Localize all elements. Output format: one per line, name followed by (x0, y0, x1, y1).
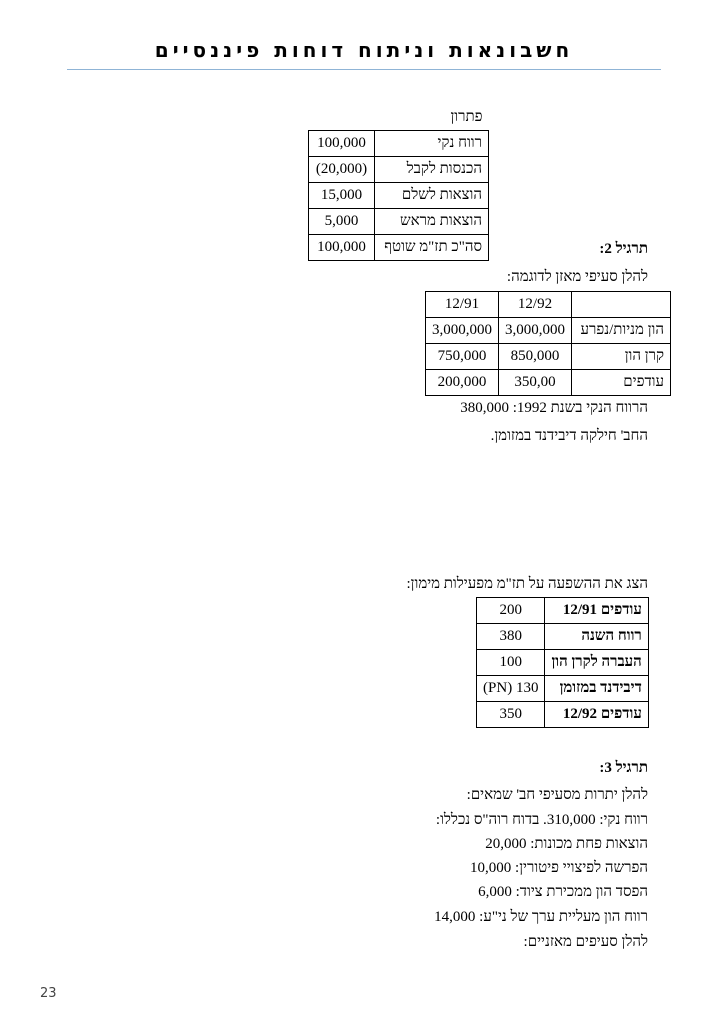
table-cell-label: עודפים (572, 370, 671, 396)
table-row (477, 650, 649, 676)
exercise2-question: הצג את ההשפעה על תז"מ מפעילות מימון: (406, 576, 648, 592)
balance-table (425, 291, 671, 396)
page-number: 23 (40, 986, 57, 1001)
table-cell-label: הוצאות מראש (375, 209, 489, 235)
solution-table-header: פתרון (309, 105, 489, 131)
table-cell-value: 100,000 (309, 235, 375, 261)
table-cell-value: 200,000 (426, 370, 499, 396)
table-cell-label: הוצאות לשלם (375, 183, 489, 209)
table-cell-empty (572, 292, 671, 318)
table-row (309, 235, 489, 261)
table-row (477, 702, 649, 728)
table-cell-label: רווח נקי (375, 131, 489, 157)
table-cell-value: (20,000) (309, 157, 375, 183)
table-cell-value: 3,000,000 (426, 318, 499, 344)
exercise2-note-net-income: הרווח הנקי בשנת 1992: 380,000 (460, 400, 648, 416)
exercise3-line: הפסד הון ממכירת ציוד: 6,000 (478, 884, 648, 900)
table-row (309, 209, 489, 235)
table-cell-label: רווח השנה (545, 624, 648, 650)
exercise3-line: רווח הון מעליית ערך של ני"ע: 14,000 (434, 909, 648, 925)
table-cell-value: 5,000 (309, 209, 375, 235)
exercise2-note-dividend: החב' חילקה דיבידנד במזומן. (490, 428, 648, 444)
table-cell-label: העברה לקרן הון (545, 650, 648, 676)
table-cell-value: 3,000,000 (499, 318, 572, 344)
table-cell-label: סה"כ תז"מ שוטף (375, 235, 489, 261)
table-cell-label: קרן הון (572, 344, 671, 370)
table-row (477, 676, 649, 702)
table-row (309, 131, 489, 157)
table-row (426, 344, 671, 370)
table-cell-label: עודפים 12/91 (545, 598, 648, 624)
exercise3-line: הוצאות פחת מכונות: 20,000 (485, 836, 648, 852)
exercise3-line: רווח נקי: 310,000. בדוח רוה"ס נכללו: (435, 812, 648, 828)
table-row (477, 598, 649, 624)
exercise3-title: תרגיל 3: (599, 760, 648, 776)
header-divider (67, 69, 661, 70)
table-cell-label: הון מניות/נפרע (572, 318, 671, 344)
table-row (309, 157, 489, 183)
table-row (309, 183, 489, 209)
exercise3-line: להלן סעיפים מאזניים: (523, 934, 648, 950)
exercise2-intro: להלן סעיפי מאזן לדוגמה: (506, 269, 648, 285)
solution-table (308, 105, 489, 261)
table-cell-value: 380 (477, 624, 545, 650)
table-cell-value: 200 (477, 598, 545, 624)
exercise3-line: להלן יתרות מסעיפי חב' שמאים: (466, 787, 648, 803)
table-cell-value: 130 (PN) (477, 676, 545, 702)
table-cell-value: 850,000 (499, 344, 572, 370)
table-header-row (426, 292, 671, 318)
table-cell-label: עודפים 12/92 (545, 702, 648, 728)
table-cell-value: 350 (477, 702, 545, 728)
table-cell-value: 15,000 (309, 183, 375, 209)
column-header: 12/92 (499, 292, 572, 318)
table-cell-value: 350,00 (499, 370, 572, 396)
table-cell-label: דיבידנד במזומן (545, 676, 648, 702)
table-row (426, 370, 671, 396)
table-cell-value: 750,000 (426, 344, 499, 370)
table-row (477, 624, 649, 650)
exercise2-title: תרגיל 2: (599, 241, 648, 257)
table-cell-label: הכנסות לקבל (375, 157, 489, 183)
retained-earnings-table (476, 597, 649, 728)
exercise3-line: הפרשה לפיצויי פיטורין: 10,000 (470, 860, 648, 876)
table-cell-value: 100 (477, 650, 545, 676)
table-row (426, 318, 671, 344)
table-cell-value: 100,000 (309, 131, 375, 157)
column-header: 12/91 (426, 292, 499, 318)
page-header-title: חשבונאות וניתוח דוחות פיננסיים (154, 38, 574, 62)
